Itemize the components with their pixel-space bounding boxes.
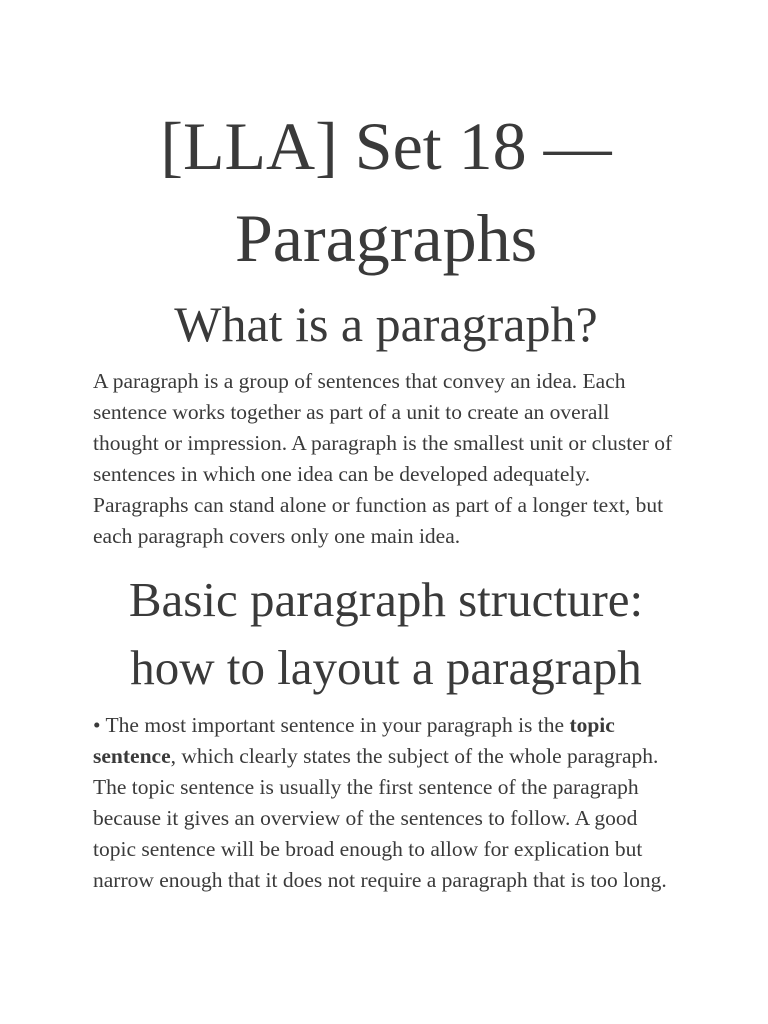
section-body-what-is-paragraph: A paragraph is a group of sentences that convey an idea. Each sentence works together as part of a unit to create an overall thought or impression. A paragraph is the smallest unit or cluster of sentences in which one idea can be developed adequately. Paragraphs can stand alone or function as part of a longer text, but each paragraph covers only one main idea.: [93, 369, 673, 548]
section-heading-what-is-paragraph: What is a paragraph?: [174, 296, 598, 352]
document-title: [LLA] Set 18 — Paragraphs: [160, 108, 612, 276]
bullet-text-prefix: • The most important sentence in your paragraph is the: [93, 713, 570, 737]
document-page: [93, 100, 679, 896]
bullet-text-bold-term: topic sentence: [93, 713, 615, 768]
bullet-text-suffix: , which clearly states the subject of the whole paragraph. The topic sentence is usually the first sentence of the paragraph because it gives an overview of the sentences to follow. A good topic sentence will be broad enough to allow for explication but narrow enough that it does not require a paragraph that is too long.: [93, 744, 667, 892]
section-heading-paragraph-structure: Basic paragraph structure: how to layout a paragraph: [128, 572, 644, 695]
bullet-paragraph-topic-sentence: [93, 710, 679, 896]
